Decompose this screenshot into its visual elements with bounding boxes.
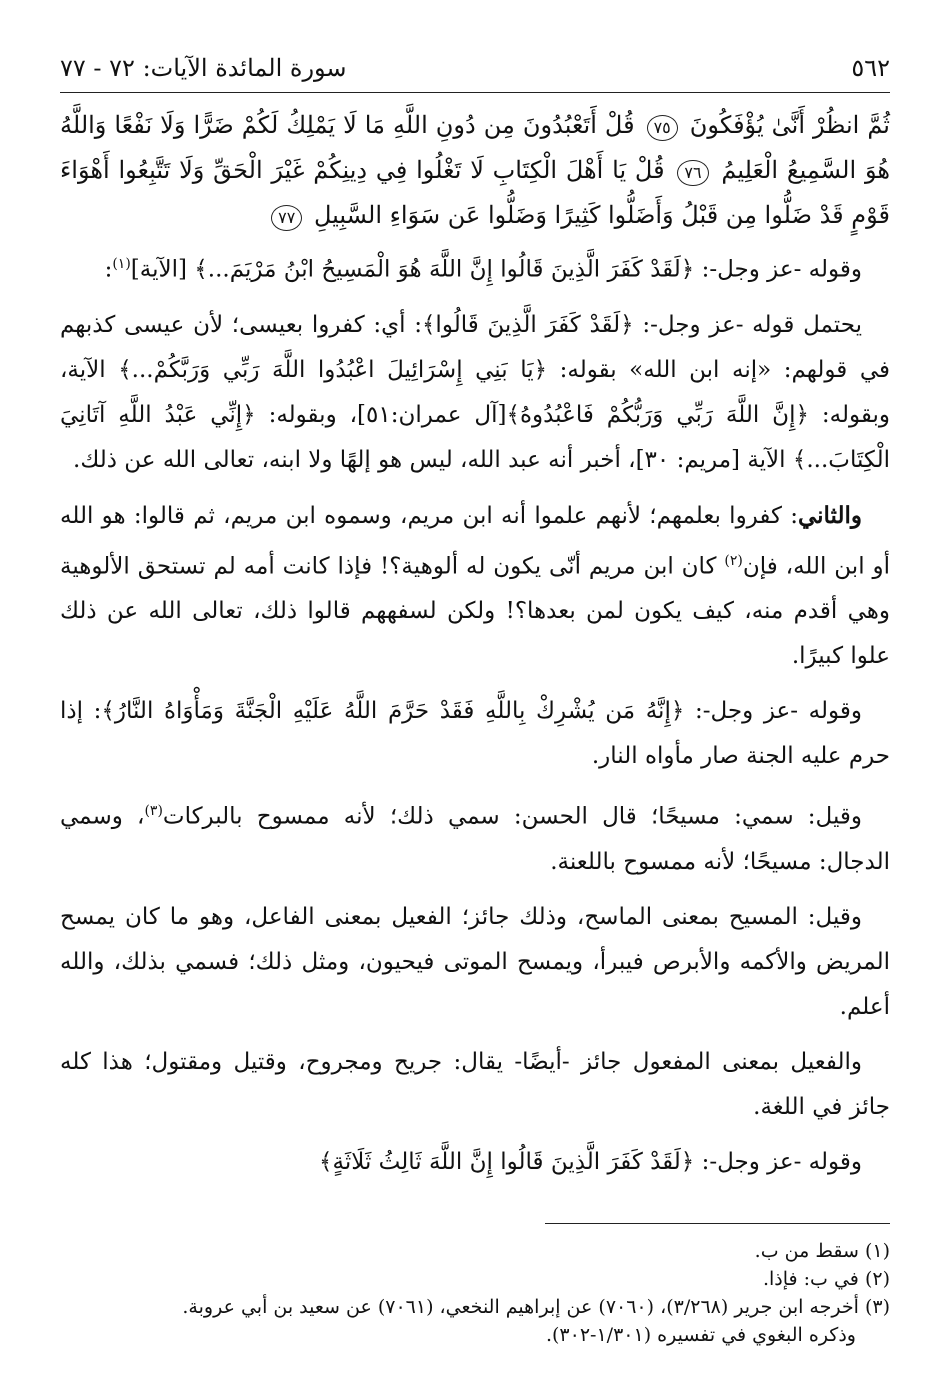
paragraph: والفعيل بمعنى المفعول جائز -أيضًا- يقال: جريح ومجروح، وقتيل ومقتول؛ هذا كله جائز في اللغة. xyxy=(60,1048,890,1120)
footnote xyxy=(60,1294,890,1320)
paragraph: وقوله -عز وجل-: ﴿لَقَدْ كَفَرَ الَّذِينَ قَالُوا إِنَّ اللَّهَ ثَالِثُ ثَلَاثَةٍ﴾ xyxy=(319,1148,862,1175)
ayah-number-marker: ٧٥ xyxy=(647,115,678,141)
verse-text: قُلْ أَتَعْبُدُونَ مِن دُونِ اللَّهِ مَا لَا يَمْلِكُ لَكُمْ ضَرًّا وَلَا نَفْعًا وَاللَّهُ هُوَ السَّمِيعُ الْعَلِيمُ xyxy=(60,111,890,184)
verse-text: ثُمَّ انظُرْ أَنَّىٰ يُؤْفَكُونَ xyxy=(689,111,890,139)
footnote-number: (٢) xyxy=(864,1267,890,1290)
footnote-ref: (١) xyxy=(112,256,131,272)
paragraph: يحتمل قوله -عز وجل-: ﴿لَقَدْ كَفَرَ الَّذِينَ قَالُوا﴾: أي: كفروا بعيسى؛ لأن عيسى كذبهم في قولهم: «إنه ابن الله» بقوله: ﴿يَا بَنِي إِسْرَائِيلَ اعْبُدُوا اللَّهَ رَبِّي وَرَبَّكُمْ...﴾ الآية، وبقوله: ﴿إِنَّ اللَّهَ رَبِّي وَرَبُّكُمْ فَاعْبُدُوهُ﴾[آل عمران:٥١]، وبقوله: ﴿إِنِّي عَبْدُ اللَّهِ آتَانِيَ الْكِتَابَ...﴾ الآية [مريم: ٣٠]، أخبر أنه عبد الله، ليس هو إلهًا ولا ابنه، تعالى الله عن ذلك. xyxy=(60,311,890,473)
paragraph-text: وقوله -عز وجل-: ﴿لَقَدْ كَفَرَ الَّذِينَ قَالُوا إِنَّ اللَّهَ هُوَ الْمَسِيحُ ابْنُ مَرْيَمَ...﴾ [الآية] xyxy=(130,256,862,283)
book-page xyxy=(60,40,890,1350)
surah-reference: سورة المائدة الآيات: ٧٢ - ٧٧ xyxy=(60,54,347,82)
footnote-divider xyxy=(545,1223,890,1224)
paragraph-text: وقيل: سمي: مسيحًا؛ قال الحسن: سمي ذلك؛ لأنه ممسوح بالبركات xyxy=(162,803,862,830)
footnote-ref: (٢) xyxy=(724,552,743,569)
paragraph-text: ، وسمي الدجال: مسيحًا؛ لأنه ممسوح باللعنة. xyxy=(60,803,890,875)
paragraph xyxy=(60,242,890,293)
paragraph-text: : xyxy=(104,256,113,283)
paragraph-text: : كفروا بعلمهم؛ لأنهم علموا أنه ابن مريم، وسموه ابن مريم، ثم قالوا: هو الله أو ابن الله، فإن xyxy=(60,502,890,580)
footnote-number: (٣) xyxy=(864,1295,890,1318)
footnotes xyxy=(60,1238,890,1348)
footnote-ref: (٣) xyxy=(144,803,163,820)
paragraph: وقيل: المسيح بمعنى الماسح، وذلك جائز؛ الفعيل بمعنى الفاعل، وهو ما كان يمسح المريض والأكمه والأبرص فيبرأ، ويمسح الموتى فيحيون، ومثل ذلك؛ فسمي بذلك، والله أعلم. xyxy=(60,903,890,1020)
footnote-text: سقط من ب. xyxy=(754,1239,859,1262)
paragraph: وقوله -عز وجل-: ﴿إِنَّهُ مَن يُشْرِكْ بِاللَّهِ فَقَدْ حَرَّمَ اللَّهُ عَلَيْهِ الْجَنَّةَ وَمَأْوَاهُ النَّارُ﴾: إذا حرم عليه الجنة صار مأواه النار. xyxy=(60,698,890,770)
verse-text: قُلْ يَا أَهْلَ الْكِتَابِ لَا تَغْلُوا فِي دِينِكُمْ غَيْرَ الْحَقِّ وَلَا تَتَّبِعُوا أَهْوَاءَ قَوْمٍ قَدْ ضَلُّوا مِن قَبْلُ وَأَضَلُّوا كَثِيرًا وَضَلُّوا عَن سَوَاءِ السَّبِيلِ xyxy=(60,156,890,229)
footnote xyxy=(60,1238,890,1264)
page-number: ٥٦٢ xyxy=(851,54,890,82)
paragraph xyxy=(60,789,890,885)
paragraph xyxy=(60,493,890,680)
footnote-number: (١) xyxy=(864,1239,890,1262)
footnote-text: في ب: فإذا. xyxy=(762,1267,859,1290)
ayah-number-marker: ٧٦ xyxy=(677,160,708,186)
footnote-continuation xyxy=(60,1322,890,1348)
page-body xyxy=(60,93,890,1185)
paragraph-lead: والثاني xyxy=(797,501,862,529)
footnote xyxy=(60,1266,890,1292)
footnote-text: وذكره البغوي في تفسيره (١/٣٠١-٣٠٢). xyxy=(545,1323,856,1346)
footnote-text: أخرجه ابن جرير (٣/٢٦٨)، (٧٠٦٠) عن إبراهيم النخعي، (٧٠٦١) عن سعيد بن أبي عروبة. xyxy=(182,1295,859,1318)
paragraph-text: كان ابن مريم أنّى يكون له ألوهية؟! فإذا كانت أمه لم تستحق الألوهية وهي أقدم منه، كيف يكون لمن بعدها؟! ولكن لسفههم قالوا ذلك، تعالى الله عن ذلك علوا كبيرًا. xyxy=(60,553,890,670)
quran-verses xyxy=(60,103,890,238)
ayah-number-marker: ٧٧ xyxy=(271,205,302,231)
page-header xyxy=(60,40,890,93)
